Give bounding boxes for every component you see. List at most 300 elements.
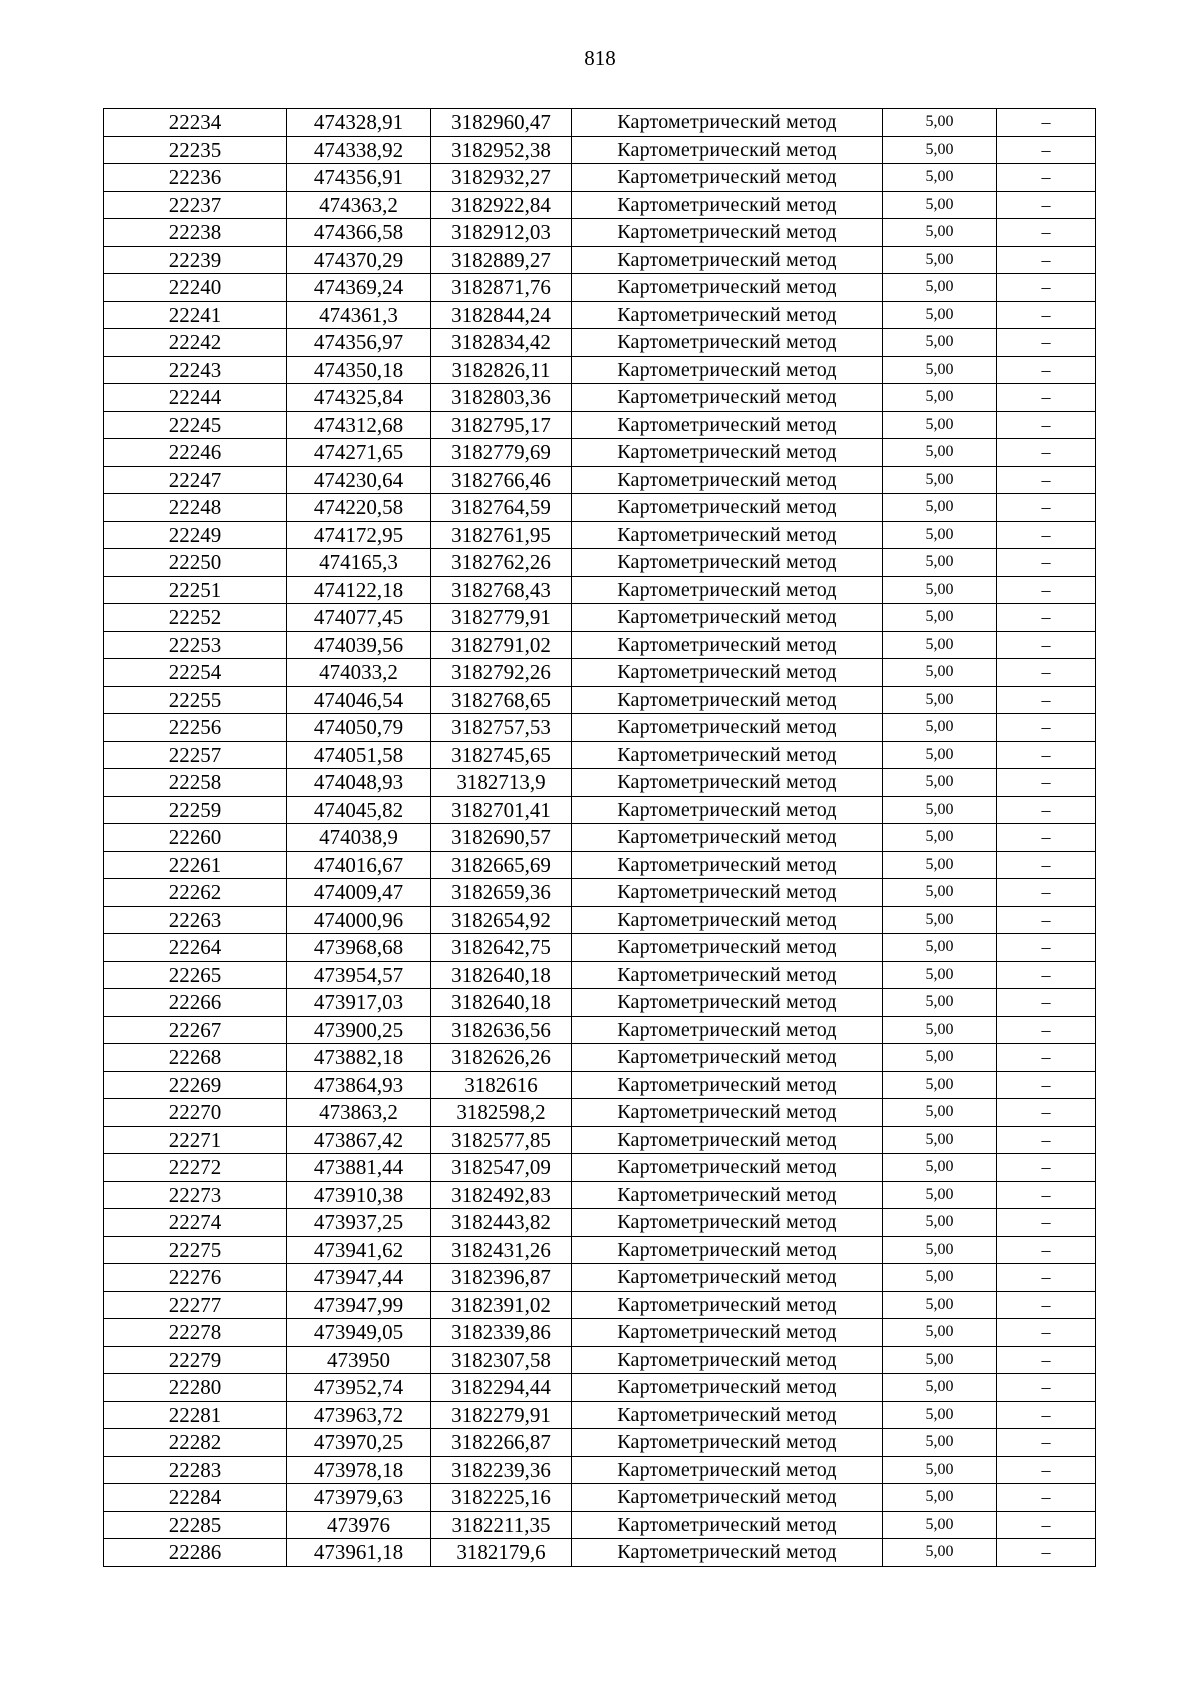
table-row [104,1209,1096,1237]
note-cell: – [997,741,1096,769]
table-row [104,274,1096,302]
y-coordinate-cell: 3182294,44 [431,1374,572,1402]
table-row [104,1484,1096,1512]
point-number-cell: 22260 [104,824,287,852]
point-number-cell: 22262 [104,879,287,907]
y-coordinate-cell: 3182779,69 [431,439,572,467]
x-coordinate-cell: 473963,72 [287,1401,431,1429]
point-number-cell: 22283 [104,1456,287,1484]
x-coordinate-cell: 474325,84 [287,384,431,412]
point-number-cell: 22251 [104,576,287,604]
note-cell: – [997,1484,1096,1512]
note-cell: – [997,246,1096,274]
x-coordinate-cell: 474051,58 [287,741,431,769]
x-coordinate-cell: 474220,58 [287,494,431,522]
y-coordinate-cell: 3182598,2 [431,1099,572,1127]
x-coordinate-cell: 473976 [287,1511,431,1539]
accuracy-cell: 5,00 [883,824,997,852]
table-row [104,1044,1096,1072]
y-coordinate-cell: 3182266,87 [431,1429,572,1457]
point-number-cell: 22270 [104,1099,287,1127]
y-coordinate-cell: 3182443,82 [431,1209,572,1237]
x-coordinate-cell: 473952,74 [287,1374,431,1402]
point-number-cell: 22268 [104,1044,287,1072]
method-cell: Картометрический метод [572,246,883,274]
accuracy-cell: 5,00 [883,1484,997,1512]
point-number-cell: 22271 [104,1126,287,1154]
point-number-cell: 22242 [104,329,287,357]
y-coordinate-cell: 3182339,86 [431,1319,572,1347]
method-cell: Картометрический метод [572,1209,883,1237]
x-coordinate-cell: 474050,79 [287,714,431,742]
point-number-cell: 22234 [104,109,287,137]
y-coordinate-cell: 3182239,36 [431,1456,572,1484]
table-row [104,1154,1096,1182]
point-number-cell: 22257 [104,741,287,769]
note-cell: – [997,549,1096,577]
table-row [104,851,1096,879]
method-cell: Картометрический метод [572,659,883,687]
y-coordinate-cell: 3182764,59 [431,494,572,522]
y-coordinate-cell: 3182871,76 [431,274,572,302]
method-cell: Картометрический метод [572,1346,883,1374]
method-cell: Картометрический метод [572,1374,883,1402]
note-cell: – [997,1044,1096,1072]
method-cell: Картометрический метод [572,769,883,797]
point-number-cell: 22285 [104,1511,287,1539]
note-cell: – [997,659,1096,687]
accuracy-cell: 5,00 [883,191,997,219]
accuracy-cell: 5,00 [883,659,997,687]
x-coordinate-cell: 474312,68 [287,411,431,439]
table-row [104,109,1096,137]
point-number-cell: 22240 [104,274,287,302]
table-row [104,686,1096,714]
y-coordinate-cell: 3182391,02 [431,1291,572,1319]
x-coordinate-cell: 473947,99 [287,1291,431,1319]
table-row [104,906,1096,934]
point-number-cell: 22246 [104,439,287,467]
method-cell: Картометрический метод [572,136,883,164]
method-cell: Картометрический метод [572,439,883,467]
method-cell: Картометрический метод [572,1154,883,1182]
x-coordinate-cell: 474350,18 [287,356,431,384]
x-coordinate-cell: 474039,56 [287,631,431,659]
accuracy-cell: 5,00 [883,136,997,164]
y-coordinate-cell: 3182701,41 [431,796,572,824]
accuracy-cell: 5,00 [883,1539,997,1567]
x-coordinate-cell: 474046,54 [287,686,431,714]
point-number-cell: 22244 [104,384,287,412]
note-cell: – [997,1236,1096,1264]
point-number-cell: 22236 [104,164,287,192]
note-cell: – [997,1346,1096,1374]
x-coordinate-cell: 474009,47 [287,879,431,907]
point-number-cell: 22274 [104,1209,287,1237]
note-cell: – [997,906,1096,934]
table-row [104,1264,1096,1292]
x-coordinate-cell: 473882,18 [287,1044,431,1072]
method-cell: Картометрический метод [572,1291,883,1319]
note-cell: – [997,1016,1096,1044]
x-coordinate-cell: 474172,95 [287,521,431,549]
y-coordinate-cell: 3182225,16 [431,1484,572,1512]
y-coordinate-cell: 3182912,03 [431,219,572,247]
method-cell: Картометрический метод [572,1456,883,1484]
x-coordinate-cell: 474000,96 [287,906,431,934]
table-row [104,246,1096,274]
point-number-cell: 22263 [104,906,287,934]
point-number-cell: 22261 [104,851,287,879]
table-row [104,549,1096,577]
table-row [104,714,1096,742]
point-number-cell: 22252 [104,604,287,632]
y-coordinate-cell: 3182616 [431,1071,572,1099]
point-number-cell: 22286 [104,1539,287,1567]
table-row [104,329,1096,357]
note-cell: – [997,851,1096,879]
table-row [104,659,1096,687]
x-coordinate-cell: 473970,25 [287,1429,431,1457]
y-coordinate-cell: 3182659,36 [431,879,572,907]
point-number-cell: 22258 [104,769,287,797]
accuracy-cell: 5,00 [883,521,997,549]
note-cell: – [997,961,1096,989]
y-coordinate-cell: 3182779,91 [431,604,572,632]
x-coordinate-cell: 474356,91 [287,164,431,192]
y-coordinate-cell: 3182791,02 [431,631,572,659]
point-number-cell: 22235 [104,136,287,164]
y-coordinate-cell: 3182636,56 [431,1016,572,1044]
table-row [104,604,1096,632]
method-cell: Картометрический метод [572,301,883,329]
table-row [104,1456,1096,1484]
note-cell: – [997,466,1096,494]
y-coordinate-cell: 3182577,85 [431,1126,572,1154]
note-cell: – [997,686,1096,714]
method-cell: Картометрический метод [572,796,883,824]
point-number-cell: 22266 [104,989,287,1017]
y-coordinate-cell: 3182640,18 [431,961,572,989]
note-cell: – [997,1099,1096,1127]
x-coordinate-cell: 474356,97 [287,329,431,357]
y-coordinate-cell: 3182792,26 [431,659,572,687]
x-coordinate-cell: 473950 [287,1346,431,1374]
method-cell: Картометрический метод [572,384,883,412]
y-coordinate-cell: 3182795,17 [431,411,572,439]
table-row [104,136,1096,164]
x-coordinate-cell: 474016,67 [287,851,431,879]
note-cell: – [997,1429,1096,1457]
accuracy-cell: 5,00 [883,109,997,137]
note-cell: – [997,796,1096,824]
y-coordinate-cell: 3182757,53 [431,714,572,742]
point-number-cell: 22269 [104,1071,287,1099]
accuracy-cell: 5,00 [883,879,997,907]
method-cell: Картометрический метод [572,1016,883,1044]
accuracy-cell: 5,00 [883,246,997,274]
x-coordinate-cell: 474038,9 [287,824,431,852]
x-coordinate-cell: 473867,42 [287,1126,431,1154]
accuracy-cell: 5,00 [883,329,997,357]
point-number-cell: 22284 [104,1484,287,1512]
method-cell: Картометрический метод [572,356,883,384]
point-number-cell: 22279 [104,1346,287,1374]
coordinates-table-body [104,109,1096,1567]
table-row [104,1511,1096,1539]
table-row [104,164,1096,192]
method-cell: Картометрический метод [572,494,883,522]
x-coordinate-cell: 474366,58 [287,219,431,247]
table-row [104,1346,1096,1374]
note-cell: – [997,136,1096,164]
accuracy-cell: 5,00 [883,439,997,467]
point-number-cell: 22239 [104,246,287,274]
y-coordinate-cell: 3182690,57 [431,824,572,852]
method-cell: Картометрический метод [572,329,883,357]
method-cell: Картометрический метод [572,604,883,632]
table-row [104,1401,1096,1429]
accuracy-cell: 5,00 [883,741,997,769]
accuracy-cell: 5,00 [883,1374,997,1402]
y-coordinate-cell: 3182307,58 [431,1346,572,1374]
table-row [104,961,1096,989]
x-coordinate-cell: 473979,63 [287,1484,431,1512]
accuracy-cell: 5,00 [883,301,997,329]
accuracy-cell: 5,00 [883,769,997,797]
table-row [104,631,1096,659]
method-cell: Картометрический метод [572,219,883,247]
point-number-cell: 22255 [104,686,287,714]
accuracy-cell: 5,00 [883,1126,997,1154]
accuracy-cell: 5,00 [883,686,997,714]
note-cell: – [997,714,1096,742]
note-cell: – [997,1401,1096,1429]
note-cell: – [997,824,1096,852]
point-number-cell: 22277 [104,1291,287,1319]
method-cell: Картометрический метод [572,851,883,879]
y-coordinate-cell: 3182761,95 [431,521,572,549]
method-cell: Картометрический метод [572,741,883,769]
accuracy-cell: 5,00 [883,851,997,879]
y-coordinate-cell: 3182932,27 [431,164,572,192]
note-cell: – [997,1209,1096,1237]
x-coordinate-cell: 473937,25 [287,1209,431,1237]
method-cell: Картометрический метод [572,1264,883,1292]
y-coordinate-cell: 3182279,91 [431,1401,572,1429]
x-coordinate-cell: 474230,64 [287,466,431,494]
accuracy-cell: 5,00 [883,466,997,494]
point-number-cell: 22250 [104,549,287,577]
table-row [104,521,1096,549]
accuracy-cell: 5,00 [883,989,997,1017]
y-coordinate-cell: 3182179,6 [431,1539,572,1567]
x-coordinate-cell: 474122,18 [287,576,431,604]
note-cell: – [997,1126,1096,1154]
point-number-cell: 22259 [104,796,287,824]
point-number-cell: 22264 [104,934,287,962]
accuracy-cell: 5,00 [883,1511,997,1539]
method-cell: Картометрический метод [572,714,883,742]
table-row [104,934,1096,962]
point-number-cell: 22278 [104,1319,287,1347]
note-cell: – [997,1319,1096,1347]
x-coordinate-cell: 474363,2 [287,191,431,219]
method-cell: Картометрический метод [572,631,883,659]
accuracy-cell: 5,00 [883,934,997,962]
y-coordinate-cell: 3182834,42 [431,329,572,357]
x-coordinate-cell: 473864,93 [287,1071,431,1099]
y-coordinate-cell: 3182492,83 [431,1181,572,1209]
method-cell: Картометрический метод [572,1071,883,1099]
method-cell: Картометрический метод [572,961,883,989]
method-cell: Картометрический метод [572,1044,883,1072]
x-coordinate-cell: 473968,68 [287,934,431,962]
accuracy-cell: 5,00 [883,274,997,302]
point-number-cell: 22254 [104,659,287,687]
x-coordinate-cell: 474328,91 [287,109,431,137]
point-number-cell: 22249 [104,521,287,549]
note-cell: – [997,1071,1096,1099]
method-cell: Картометрический метод [572,1511,883,1539]
x-coordinate-cell: 473941,62 [287,1236,431,1264]
y-coordinate-cell: 3182396,87 [431,1264,572,1292]
accuracy-cell: 5,00 [883,1456,997,1484]
accuracy-cell: 5,00 [883,411,997,439]
accuracy-cell: 5,00 [883,1154,997,1182]
table-row [104,191,1096,219]
x-coordinate-cell: 474370,29 [287,246,431,274]
coordinates-table [103,108,1096,1567]
note-cell: – [997,384,1096,412]
table-row [104,1181,1096,1209]
point-number-cell: 22247 [104,466,287,494]
table-row [104,466,1096,494]
method-cell: Картометрический метод [572,1319,883,1347]
point-number-cell: 22256 [104,714,287,742]
note-cell: – [997,1539,1096,1567]
x-coordinate-cell: 473947,44 [287,1264,431,1292]
x-coordinate-cell: 474033,2 [287,659,431,687]
method-cell: Картометрический метод [572,1099,883,1127]
accuracy-cell: 5,00 [883,1319,997,1347]
note-cell: – [997,109,1096,137]
method-cell: Картометрический метод [572,521,883,549]
point-number-cell: 22265 [104,961,287,989]
y-coordinate-cell: 3182431,26 [431,1236,572,1264]
y-coordinate-cell: 3182547,09 [431,1154,572,1182]
note-cell: – [997,1511,1096,1539]
point-number-cell: 22237 [104,191,287,219]
table-row [104,879,1096,907]
method-cell: Картометрический метод [572,686,883,714]
point-number-cell: 22241 [104,301,287,329]
y-coordinate-cell: 3182762,26 [431,549,572,577]
note-cell: – [997,989,1096,1017]
table-row [104,989,1096,1017]
table-row [104,1099,1096,1127]
x-coordinate-cell: 474338,92 [287,136,431,164]
y-coordinate-cell: 3182922,84 [431,191,572,219]
accuracy-cell: 5,00 [883,1291,997,1319]
x-coordinate-cell: 474045,82 [287,796,431,824]
table-row [104,576,1096,604]
accuracy-cell: 5,00 [883,356,997,384]
x-coordinate-cell: 474271,65 [287,439,431,467]
note-cell: – [997,1374,1096,1402]
method-cell: Картометрический метод [572,879,883,907]
note-cell: – [997,604,1096,632]
y-coordinate-cell: 3182654,92 [431,906,572,934]
x-coordinate-cell: 473910,38 [287,1181,431,1209]
y-coordinate-cell: 3182640,18 [431,989,572,1017]
accuracy-cell: 5,00 [883,604,997,632]
y-coordinate-cell: 3182211,35 [431,1511,572,1539]
table-row [104,769,1096,797]
table-row [104,356,1096,384]
note-cell: – [997,494,1096,522]
point-number-cell: 22280 [104,1374,287,1402]
note-cell: – [997,329,1096,357]
method-cell: Картометрический метод [572,1236,883,1264]
table-row [104,1126,1096,1154]
y-coordinate-cell: 3182713,9 [431,769,572,797]
y-coordinate-cell: 3182826,11 [431,356,572,384]
note-cell: – [997,191,1096,219]
accuracy-cell: 5,00 [883,549,997,577]
accuracy-cell: 5,00 [883,1044,997,1072]
note-cell: – [997,1264,1096,1292]
table-row [104,301,1096,329]
x-coordinate-cell: 474048,93 [287,769,431,797]
table-row [104,219,1096,247]
accuracy-cell: 5,00 [883,714,997,742]
method-cell: Картометрический метод [572,411,883,439]
accuracy-cell: 5,00 [883,1209,997,1237]
table-row [104,439,1096,467]
accuracy-cell: 5,00 [883,1016,997,1044]
note-cell: – [997,1456,1096,1484]
note-cell: – [997,879,1096,907]
y-coordinate-cell: 3182745,65 [431,741,572,769]
accuracy-cell: 5,00 [883,1071,997,1099]
x-coordinate-cell: 473954,57 [287,961,431,989]
point-number-cell: 22275 [104,1236,287,1264]
accuracy-cell: 5,00 [883,961,997,989]
method-cell: Картометрический метод [572,934,883,962]
x-coordinate-cell: 474077,45 [287,604,431,632]
method-cell: Картометрический метод [572,109,883,137]
accuracy-cell: 5,00 [883,164,997,192]
method-cell: Картометрический метод [572,1181,883,1209]
accuracy-cell: 5,00 [883,1346,997,1374]
accuracy-cell: 5,00 [883,494,997,522]
accuracy-cell: 5,00 [883,576,997,604]
note-cell: – [997,631,1096,659]
x-coordinate-cell: 473900,25 [287,1016,431,1044]
y-coordinate-cell: 3182960,47 [431,109,572,137]
y-coordinate-cell: 3182844,24 [431,301,572,329]
y-coordinate-cell: 3182803,36 [431,384,572,412]
point-number-cell: 22245 [104,411,287,439]
method-cell: Картометрический метод [572,1429,883,1457]
accuracy-cell: 5,00 [883,384,997,412]
point-number-cell: 22276 [104,1264,287,1292]
y-coordinate-cell: 3182665,69 [431,851,572,879]
method-cell: Картометрический метод [572,1126,883,1154]
table-row [104,1374,1096,1402]
note-cell: – [997,274,1096,302]
